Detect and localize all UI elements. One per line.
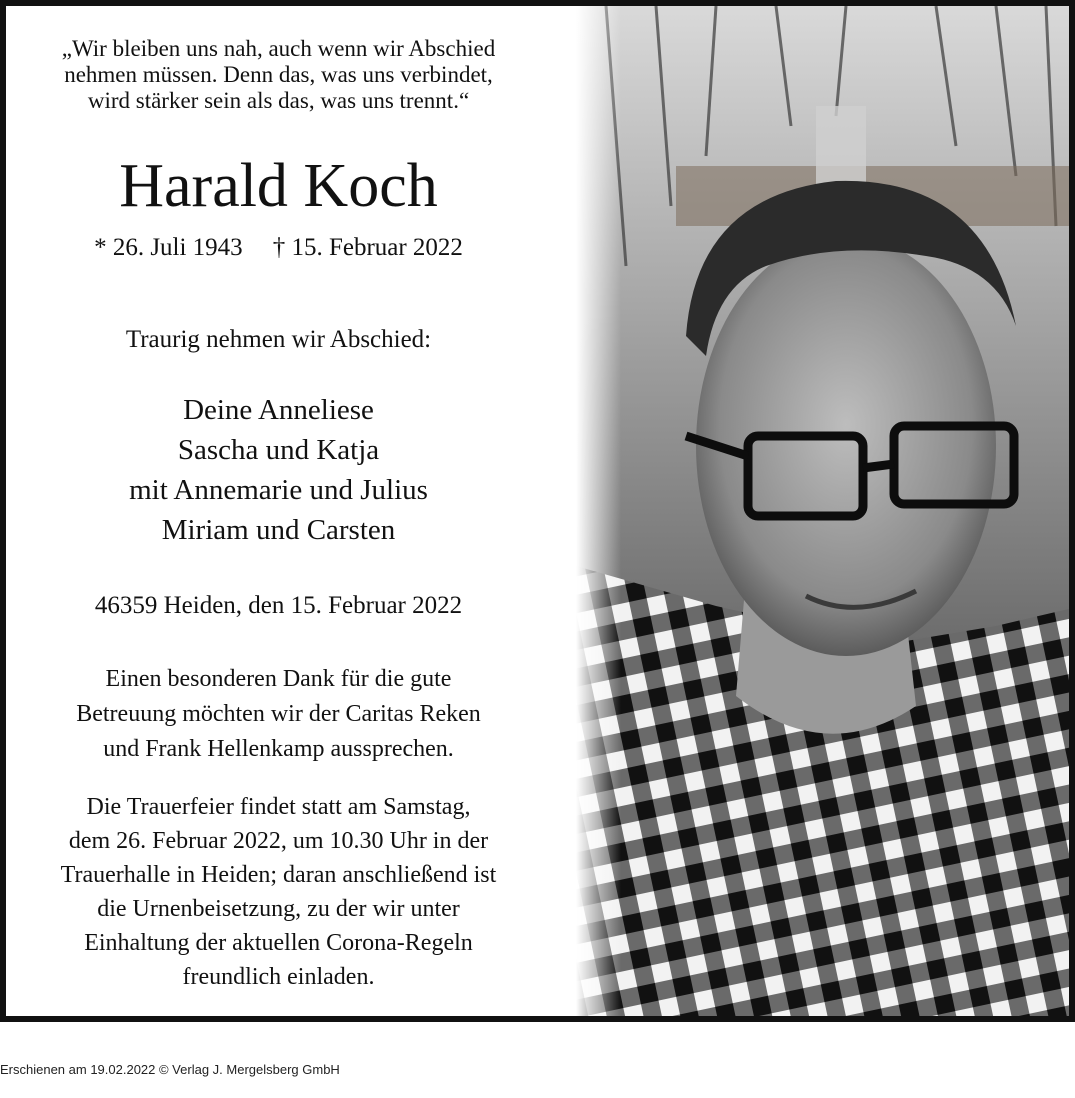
thanks-line: Betreuung möchten wir der Caritas Reken — [76, 701, 481, 727]
mourning-intro: Traurig nehmen wir Abschied: — [125, 326, 432, 353]
portrait-photo — [576, 6, 1075, 1022]
birth-date: * 26. Juli 1943 — [94, 234, 243, 261]
service-paragraph — [6, 790, 551, 994]
service-line: Trauerhalle in Heiden; daran anschließend ist — [60, 862, 497, 888]
quote-line: wird stärker sein als das, was uns trennt.“ — [87, 88, 470, 113]
family-member: mit Annemarie und Julius — [129, 474, 428, 506]
quote-line: „Wir bleiben uns nah, auch wenn wir Abschied — [61, 36, 496, 61]
life-dates — [6, 233, 551, 263]
family-member: Miriam und Carsten — [161, 514, 396, 546]
service-line: freundlich einladen. — [182, 964, 375, 990]
service-line: dem 26. Februar 2022, um 10.30 Uhr in der — [68, 828, 489, 854]
family-list — [6, 390, 551, 550]
service-line: Die Trauerfeier findet statt am Samstag, — [86, 794, 471, 820]
thanks-paragraph — [6, 662, 551, 767]
memorial-quote — [6, 36, 551, 114]
death-date: † 15. Februar 2022 — [272, 234, 463, 261]
family-member: Deine Anneliese — [183, 394, 374, 426]
deceased-name: Harald Koch — [119, 152, 438, 220]
text-column — [6, 6, 551, 1016]
thanks-line: und Frank Hellenkamp aussprechen. — [103, 736, 454, 762]
family-member: Sascha und Katja — [177, 434, 380, 466]
publication-footer: Erschienen am 19.02.2022 © Verlag J. Mergelsberg GmbH — [0, 1062, 340, 1077]
place-date: 46359 Heiden, den 15. Februar 2022 — [94, 592, 463, 619]
service-line: Einhaltung der aktuellen Corona-Regeln — [84, 930, 473, 956]
thanks-line: Einen besonderen Dank für die gute — [105, 666, 452, 692]
service-line: die Urnenbeisetzung, zu der wir unter — [97, 896, 460, 922]
quote-line: nehmen müssen. Denn das, was uns verbindet, — [64, 62, 493, 87]
